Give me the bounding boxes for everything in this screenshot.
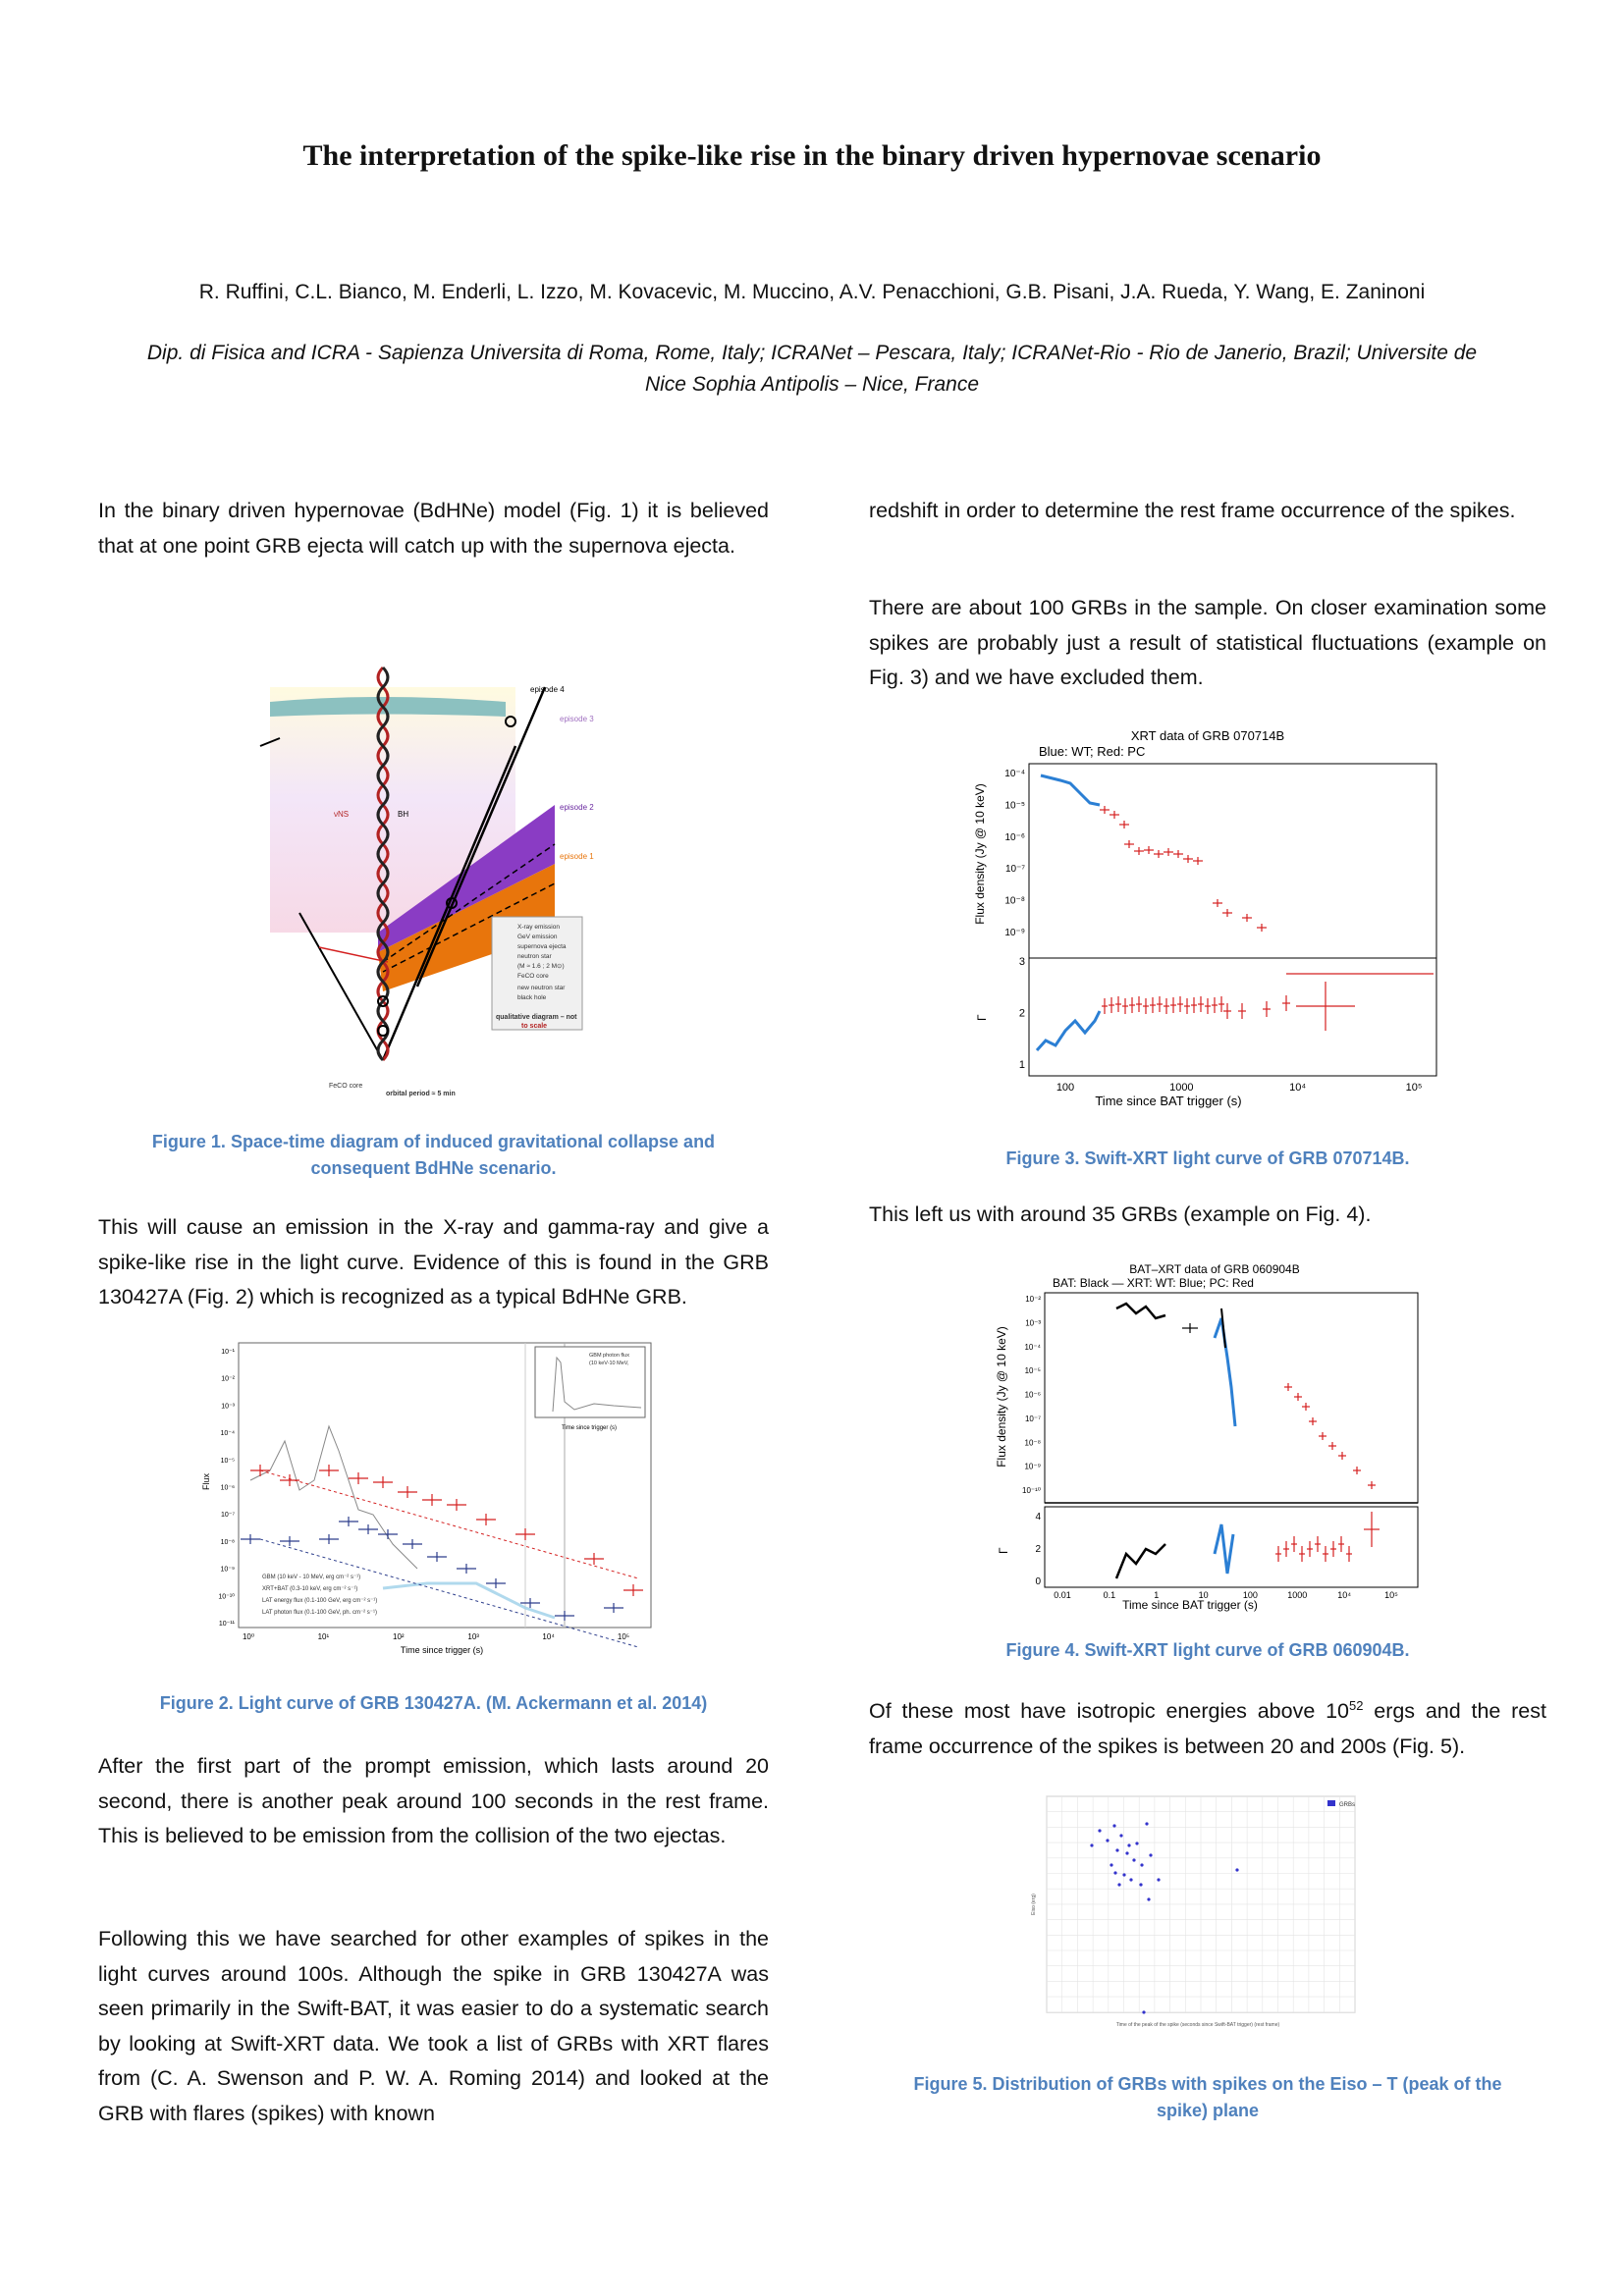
svg-text:black hole: black hole <box>517 994 547 1001</box>
fig5-point <box>1117 1883 1120 1886</box>
fig3-y-tick-label: 10⁻⁷ <box>1004 864 1025 876</box>
fig2-legend-xrt: XRT+BAT (0.3-10 keV, erg cm⁻² s⁻¹) <box>262 1586 358 1592</box>
fig2-y-tick-label: 10⁻⁷ <box>220 1512 235 1520</box>
svg-text:qualitative diagram – not: qualitative diagram – not <box>496 1014 577 1021</box>
fig2-legend-lat-energy: LAT energy flux (0.1-100 GeV, erg cm⁻² s⁻¹) <box>262 1598 378 1604</box>
figure-5-caption: Figure 5. Distribution of GRBs with spikes on the Eiso – T (peak of the spike) plane <box>913 2074 1502 2120</box>
fig2-legend-gbm: GBM (10 keV - 10 MeV, erg cm⁻² s⁻¹) <box>262 1575 361 1580</box>
left-paragraph-2: This will cause an emission in the X-ray and gamma-ray and give a spike-like rise in the light curve. Evidence of this is found in the GRB 130427A (Fig. 2) which is recognized as a typical BdHNe GRB. <box>98 1215 769 1308</box>
fig5-point <box>1132 1858 1135 1861</box>
fig3-x-tick-label: 1000 <box>1169 1082 1194 1094</box>
fig2-x-tick-label: 10⁰ <box>242 1632 255 1641</box>
fig3-gamma-tick-label: 2 <box>1018 1007 1025 1020</box>
fig3-y-tick-label: 10⁻⁹ <box>1004 928 1025 938</box>
fig3-y-tick-label: 10⁻⁵ <box>1004 800 1025 812</box>
fig2-x-ticks <box>243 1632 629 1641</box>
figure-1-caption: Figure 1. Space-time diagram of induced gravitational collapse and consequent BdHNe scenario. <box>151 1132 716 1178</box>
fig5-point <box>1122 1873 1125 1876</box>
fig5-point <box>1098 1829 1101 1832</box>
fig5-point <box>1235 1868 1238 1871</box>
affiliation <box>108 338 1516 400</box>
fig4-y-tick-label: 10⁻⁶ <box>1024 1390 1041 1400</box>
figure-4-caption: Figure 4. Swift-XRT light curve of GRB 060904B. <box>1005 1640 1410 1660</box>
fig1-label-ns: νNS <box>334 810 350 819</box>
figure-2-light-curve <box>201 1333 663 1657</box>
fig5-point <box>1127 1843 1130 1846</box>
fig3-gamma-tick-label: 1 <box>1018 1059 1025 1071</box>
svg-text:supernova ejecta: supernova ejecta <box>517 943 567 950</box>
fig3-x-tick-label: 100 <box>1056 1082 1075 1094</box>
fig4-gamma-label: Γ <box>997 1547 1010 1554</box>
fig3-y-tick-label: 10⁻⁶ <box>1004 831 1025 843</box>
fig2-x-tick-label: 10¹ <box>317 1632 330 1641</box>
fig2-x-tick-label: 10⁵ <box>617 1632 630 1641</box>
fig5-point <box>1129 1878 1132 1881</box>
fig5-point <box>1090 1843 1093 1846</box>
fig5-point <box>1119 1834 1122 1837</box>
left-paragraph-4: Following this we have searched for other examples of spikes in the light curves around 100s. Although the spike in GRB 130427A was seen primarily in the Swift-BAT, it was easier to do a systematic search by looking at Swift-XRT data. We took a list of GRBs with XRT flares from (C. A. Swenson and P. W. A. Roming 2014) and looked at the GRB with flares (spikes) with known <box>98 1927 769 2125</box>
fig3-x-tick-label: 10⁴ <box>1289 1082 1307 1094</box>
fig4-x-tick-label: 0.1 <box>1103 1590 1116 1600</box>
fig1-label-episode2: episode 2 <box>560 803 594 812</box>
figure-2-caption: Figure 2. Light curve of GRB 130427A. (M. Ackermann et al. 2014) <box>159 1693 708 1713</box>
fig1-label-episode3: episode 3 <box>560 715 594 723</box>
fig5-grid <box>1047 1796 1355 2012</box>
fig4-x-tick-label: 10 <box>1198 1590 1209 1600</box>
fig2-y-tick-label: 10⁻¹¹ <box>218 1621 235 1628</box>
fig2-y-tick-label: 10⁻⁵ <box>220 1457 235 1465</box>
fig2-y-tick-label: 10⁻¹ <box>221 1349 235 1356</box>
fig2-y-label: Flux <box>201 1472 211 1490</box>
fig1-label-episode4: episode 4 <box>530 685 565 694</box>
right-paragraph-2: There are about 100 GRBs in the sample. On closer examination some spikes are probably just a result of statistical fluctuations (example on Fig. 3) and we have excluded them. <box>869 596 1546 689</box>
fig4-gamma-tick-label: 0 <box>1035 1576 1041 1587</box>
fig4-y-tick-label: 10⁻⁸ <box>1024 1438 1041 1448</box>
fig2-y-tick-label: 10⁻⁸ <box>220 1538 235 1546</box>
fig2-y-tick-label: 10⁻⁶ <box>220 1484 235 1492</box>
fig2-x-tick-label: 10³ <box>467 1632 479 1641</box>
fig2-x-tick-label: 10⁴ <box>542 1632 555 1641</box>
fig4-x-tick-label: 0.01 <box>1054 1590 1071 1600</box>
fig4-x-tick-label: 10⁴ <box>1337 1590 1352 1600</box>
fig4-gamma-ticks <box>1035 1512 1041 1587</box>
fig4-subtitle: BAT: Black — XRT: WT: Blue; PC: Red <box>1053 1276 1254 1290</box>
svg-text:GBM photon flux: GBM photon flux <box>589 1353 629 1359</box>
left-paragraph-1: In the binary driven hypernovae (BdHNe) model (Fig. 1) it is believed that at one point GRB ejecta will catch up with the supernova ejecta. <box>98 499 769 558</box>
fig2-y-tick-label: 10⁻⁴ <box>220 1430 235 1438</box>
fig4-x-tick-label: 1000 <box>1287 1590 1308 1600</box>
fig5-point <box>1106 1839 1109 1842</box>
fig2-y-ticks <box>218 1349 235 1628</box>
fig5-point <box>1149 1853 1152 1856</box>
svg-text:FeCO core: FeCO core <box>329 1083 363 1090</box>
fig3-x-tick-label: 10⁵ <box>1405 1082 1423 1094</box>
fig2-x-label: Time since trigger (s) <box>400 1645 484 1655</box>
fig5-point <box>1115 1848 1118 1851</box>
fig3-x-label: Time since BAT trigger (s) <box>1095 1094 1242 1108</box>
fig3-y-tick-label: 10⁻⁴ <box>1004 769 1025 779</box>
fig5-point <box>1145 1822 1148 1825</box>
svg-text:(M ≈ 1.6 ; 2 M⊙): (M ≈ 1.6 ; 2 M⊙) <box>517 963 565 970</box>
fig4-y-label: Flux density (Jy @ 10 keV) <box>995 1326 1008 1468</box>
fig4-y-tick-label: 10⁻⁴ <box>1024 1342 1041 1352</box>
right-paragraph-3: This left us with around 35 GRBs (example on Fig. 4). <box>869 1202 1372 1226</box>
author-list: R. Ruffini, C.L. Bianco, M. Enderli, L. Izzo, M. Kovacevic, M. Muccino, A.V. Penacchioni, G.B. Pisani, J.A. Rueda, Y. Wang, E. Zaninoni <box>198 281 1426 303</box>
fig4-title: BAT–XRT data of GRB 060904B <box>1129 1262 1300 1276</box>
svg-text:orbital period ≈ 5 min: orbital period ≈ 5 min <box>386 1091 456 1097</box>
fig4-y-tick-label: 10⁻⁵ <box>1024 1366 1041 1376</box>
fig3-gamma-tick-label: 3 <box>1018 956 1025 968</box>
fig3-y-ticks <box>1004 769 1025 938</box>
fig4-gamma-tick-label: 2 <box>1035 1544 1041 1555</box>
fig3-y-label: Flux density (Jy @ 10 keV) <box>973 783 987 925</box>
fig4-y-tick-label: 10⁻³ <box>1025 1318 1041 1328</box>
fig3-title: XRT data of GRB 070714B <box>1130 728 1285 743</box>
fig4-x-label: Time since BAT trigger (s) <box>1122 1598 1258 1612</box>
fig5-point <box>1135 1842 1138 1844</box>
fig5-point <box>1140 1863 1143 1866</box>
right-paragraph-1: redshift in order to determine the rest frame occurrence of the spikes. <box>869 499 1516 522</box>
left-paragraph-3: After the first part of the prompt emission, which lasts around 20 second, there is another peak around 100 seconds in the rest frame. This is believed to be emission from the collision of the two ejectas. <box>98 1754 769 1847</box>
fig5-point <box>1110 1863 1112 1866</box>
fig4-y-tick-label: 10⁻⁷ <box>1024 1414 1041 1423</box>
fig5-y-label: Eiso (erg) <box>1031 1894 1037 1915</box>
fig4-y-tick-label: 10⁻⁹ <box>1024 1462 1041 1471</box>
fig3-x-ticks <box>1056 1082 1423 1094</box>
fig2-y-tick-label: 10⁻⁹ <box>220 1566 235 1574</box>
fig3-gamma-ticks <box>1019 956 1025 1071</box>
figure-4-light-curve <box>994 1259 1431 1613</box>
fig1-label-bh: BH <box>398 810 409 819</box>
fig5-point <box>1112 1824 1115 1827</box>
fig4-y-tick-label: 10⁻¹⁰ <box>1022 1486 1041 1495</box>
svg-text:new neutron star: new neutron star <box>517 985 566 991</box>
fig4-x-tick-label: 100 <box>1242 1590 1258 1600</box>
fig5-legend: GRBs <box>1339 1802 1356 1808</box>
fig1-label-episode1: episode 1 <box>560 852 594 861</box>
svg-text:GeV emission: GeV emission <box>517 934 558 940</box>
affiliation-line-2: Nice Sophia Antipolis – Nice, France <box>644 373 980 396</box>
affiliation-line-1: Dip. di Fisica and ICRA - Sapienza Universita di Roma, Rome, Italy; ICRANet – Pescara, Italy; ICRANet-Rio - Rio de Janerio, Brazil; Universite de <box>146 342 1478 364</box>
fig4-x-tick-label: 10⁵ <box>1384 1590 1398 1600</box>
svg-text:to scale: to scale <box>521 1023 548 1030</box>
fig3-y-tick-label: 10⁻⁸ <box>1004 895 1025 907</box>
fig4-y-tick-label: 10⁻² <box>1025 1295 1041 1304</box>
svg-text:neutron star: neutron star <box>517 953 552 960</box>
svg-text:FeCO core: FeCO core <box>517 973 549 980</box>
fig5-point <box>1142 2010 1145 2013</box>
fig5-point <box>1147 1897 1150 1900</box>
fig4-y-ticks <box>1022 1295 1042 1495</box>
right-paragraph-4: Of these most have isotropic energies above $10^{52}$ ergs and the rest frame occurrence of the spikes is between 20 and 200s (Fig. 5). <box>869 1698 1546 1758</box>
svg-text:X-ray emission: X-ray emission <box>517 924 560 931</box>
svg-text:Time since trigger (s): Time since trigger (s) <box>561 1425 618 1431</box>
fig5-point <box>1113 1871 1116 1874</box>
fig4-gamma-tick-label: 4 <box>1035 1512 1041 1522</box>
fig5-point <box>1125 1851 1128 1854</box>
figure-3-caption: Figure 3. Swift-XRT light curve of GRB 070714B. <box>1005 1148 1410 1168</box>
fig2-y-tick-label: 10⁻³ <box>221 1403 235 1411</box>
fig2-x-tick-label: 10² <box>393 1632 405 1641</box>
paper-title: The interpretation of the spike-like rise in the binary driven hypernovae scenario <box>302 139 1322 172</box>
figure-3-light-curve <box>972 726 1448 1109</box>
fig5-point <box>1157 1878 1160 1881</box>
fig3-gamma-label: Γ <box>975 1014 989 1021</box>
fig2-legend-lat-photon: LAT photon flux (0.1-100 GeV, ph. cm⁻² s⁻¹) <box>262 1610 377 1616</box>
svg-text:(10 keV-10 MeV,: (10 keV-10 MeV, <box>589 1361 629 1366</box>
figure-1-diagram <box>260 667 594 1099</box>
fig5-point <box>1139 1883 1142 1886</box>
fig2-y-tick-label: 10⁻¹⁰ <box>218 1593 235 1601</box>
fig5-x-label: Time of the peak of the spike (seconds since Swift-BAT trigger) (rest frame) <box>1115 2022 1280 2028</box>
fig2-y-tick-label: 10⁻² <box>221 1375 235 1383</box>
fig4-x-tick-label: 1 <box>1154 1590 1160 1600</box>
figure-5-scatter <box>1021 1787 1365 2042</box>
fig3-subtitle: Blue: WT; Red: PC <box>1039 744 1146 759</box>
